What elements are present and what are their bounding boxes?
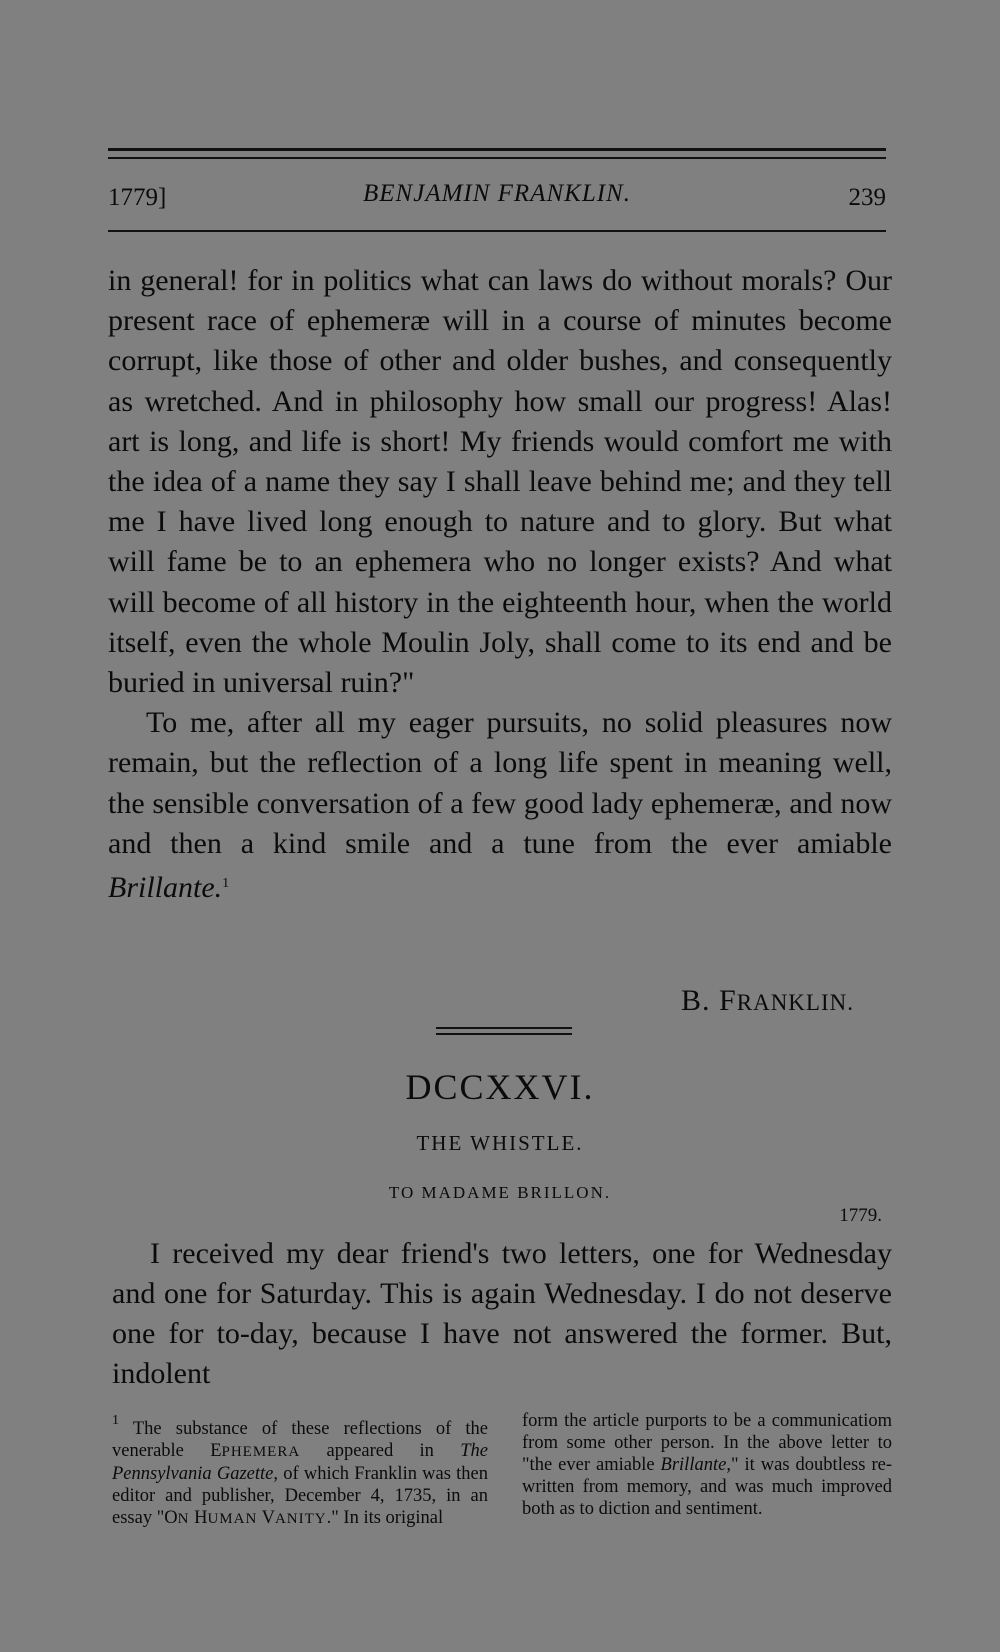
footnote-brillante-italic: Brillante [660,1455,727,1475]
letter-number: DCCXXVI. [405,1067,595,1107]
body-text [108,261,892,908]
page-number: 239 [848,184,886,211]
footnote-left-text [112,1410,488,1530]
footnote-left-part: appeared in [300,1441,461,1461]
paragraph-1: in general! for in politics what can laws do without morals? Our present race of ephemeræ will in a course of minutes become corrupt, like those of other and older bushes, and consequently as wretched. And in philosophy how small our progress! Alas! art is long, and life is short! My friends would comfort me with the idea of a name they say I shall leave behind me; and they tell me I have lived long enough to nature and to glory. But what will fame be to an ephemera who no longer exists? And what will become of all history in the eighteenth hour, when the world itself, even the whole Moulin Joly, shall come to its end and be buried in universal ruin?" [108,264,892,700]
letter-body [112,1234,892,1394]
footnote-marker: 1 [222,876,230,892]
footnote-left-smallcaps: PHEMERA [221,1444,301,1460]
signature-smallcaps: RANKLIN. [736,990,854,1015]
separator-rule-top [436,1027,572,1029]
signature-initial: B. F [681,984,737,1017]
footnote-left-part: ." In its original [326,1508,444,1528]
footnote-left-part: H [189,1508,208,1528]
footnote-left-mark: 1 [112,1413,119,1428]
letter-title: THE WHISTLE. [416,1131,584,1155]
separator-rule-bottom [436,1033,572,1035]
header-rule-thin [108,157,886,159]
footnote-right-part: form the article purports to be a communicatiom from some other person. In the above letter to "the ever amiable [522,1411,892,1475]
footnote-left-part: , of which Franklin was then editor and publisher, December 4, 1735, in an essay "O [112,1464,488,1528]
footnote-left-smallcaps: ANITY [274,1511,327,1527]
footnote-left-part: The substance of these reflections of the venerable E [112,1419,488,1461]
header-underline [108,230,886,232]
footnote-right-text [522,1410,892,1520]
signature [108,984,854,1018]
letter-paragraph: I received my dear friend's two letters, one for Wednesday and one for Saturday. This is again Wednesday. I do not deserve one for to-day, because I have not answered the former. But, indolent [112,1237,892,1390]
footnote-left-column [112,1410,488,1530]
paragraph-2 [108,703,892,908]
running-header [108,180,886,220]
footnote-right-part: ," it was doubtless re-written from memory, and was much improved both as to diction and sentiment. [522,1455,892,1519]
letter-date: 1779. [839,1205,882,1226]
footnote-publication-italic: The Pennsylvania Gazette [112,1441,488,1484]
running-title: BENJAMIN FRANKLIN. [363,180,631,207]
footnote-left-smallcaps: UMAN [207,1511,258,1527]
header-rule-thick [108,148,886,151]
header-year: 1779] [108,184,167,211]
letter-addressee: TO MADAME BRILLON. [388,1183,612,1202]
paragraph-2-text: To me, after all my eager pursuits, no solid pleasures now remain, but the reflection of a long life spent in meaning well, the sensible conversation of a few good lady ephemeræ, and now and then a kind smile and a tune from the ever amiable [108,706,892,860]
footnote-left-part: V [257,1508,275,1528]
brillante-italic: Brillante. [108,871,223,905]
footnote-right-column [522,1410,892,1520]
footnote-left-smallcaps: N [177,1511,190,1527]
